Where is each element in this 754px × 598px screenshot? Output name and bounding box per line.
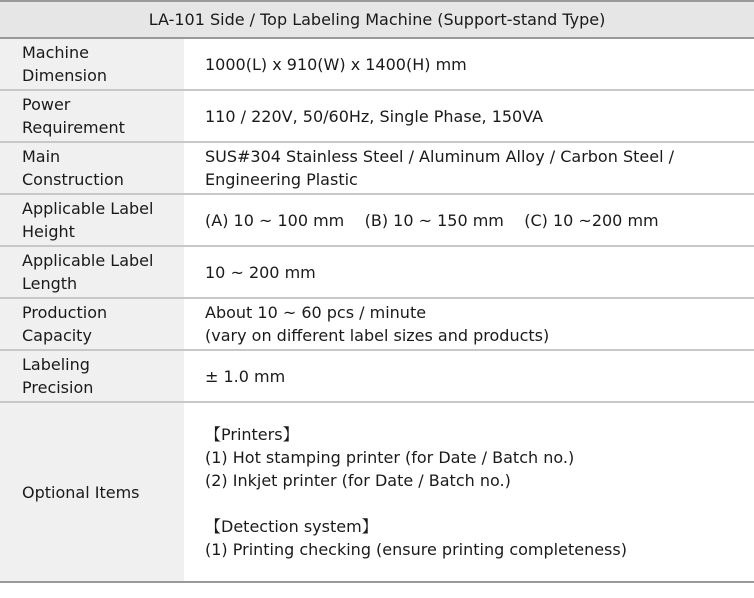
label-line: Applicable Label	[22, 199, 154, 218]
table-row	[0, 194, 754, 246]
row-value-label-height	[184, 194, 754, 246]
label-line: Capacity	[22, 326, 92, 345]
value-line: SUS#304 Stainless Steel / Aluminum Alloy / Carbon Steel /	[205, 147, 674, 166]
label-line: Power	[22, 95, 71, 114]
label-line: Main	[22, 147, 61, 166]
label-line: Dimension	[22, 66, 108, 85]
row-label-main-construction	[0, 142, 184, 194]
row-label-production-capacity	[0, 298, 184, 350]
table-row	[0, 402, 754, 582]
row-label-machine-dimension	[0, 38, 184, 90]
label-line: Precision	[22, 378, 94, 397]
label-line: Production	[22, 303, 108, 322]
value-line: 110 / 220V, 50/60Hz, Single Phase, 150VA	[205, 106, 544, 126]
row-value-power-requirement	[184, 90, 754, 142]
table-title: LA-101 Side / Top Labeling Machine (Support-stand Type)	[0, 1, 754, 38]
label-line: Applicable Label	[22, 251, 154, 270]
table-row	[0, 298, 754, 350]
table-row	[0, 350, 754, 402]
value-line: (A) 10 ~ 100 mm (B) 10 ~ 150 mm (C) 10 ~200 mm	[205, 210, 659, 230]
row-label-label-length	[0, 246, 184, 298]
table-row	[0, 142, 754, 194]
value-line: About 10 ~ 60 pcs / minute	[205, 303, 427, 322]
row-value-labeling-precision	[184, 350, 754, 402]
value-line-blank	[205, 492, 754, 515]
value-line: (2) Inkjet printer (for Date / Batch no.)	[205, 471, 511, 490]
value-line: (1) Hot stamping printer (for Date / Batch no.)	[205, 448, 575, 467]
row-value-optional-items	[184, 402, 754, 582]
label-line: Length	[22, 274, 78, 293]
value-line: 10 ~ 200 mm	[205, 262, 316, 282]
table-row	[0, 38, 754, 90]
value-line: (vary on different label sizes and products)	[205, 326, 550, 345]
label-line: Labeling	[22, 355, 90, 374]
table-row	[0, 246, 754, 298]
label-line: Construction	[22, 170, 124, 189]
label-line: Height	[22, 222, 75, 241]
label-line: Machine	[22, 43, 89, 62]
value-line: 【Detection system】	[205, 517, 378, 536]
row-label-labeling-precision	[0, 350, 184, 402]
value-line: (1) Printing checking (ensure printing completeness)	[205, 540, 627, 559]
label-line: Optional Items	[22, 482, 140, 502]
table-row	[0, 90, 754, 142]
label-line: Requirement	[22, 118, 125, 137]
row-label-power-requirement	[0, 90, 184, 142]
value-line: 1000(L) x 910(W) x 1400(H) mm	[205, 54, 467, 74]
row-value-main-construction	[184, 142, 754, 194]
row-value-production-capacity	[184, 298, 754, 350]
row-value-machine-dimension	[184, 38, 754, 90]
row-label-optional-items	[0, 402, 184, 582]
value-line: ± 1.0 mm	[205, 366, 286, 386]
row-label-label-height	[0, 194, 184, 246]
value-line: 【Printers】	[205, 425, 299, 444]
value-line: Engineering Plastic	[205, 170, 358, 189]
row-value-label-length	[184, 246, 754, 298]
